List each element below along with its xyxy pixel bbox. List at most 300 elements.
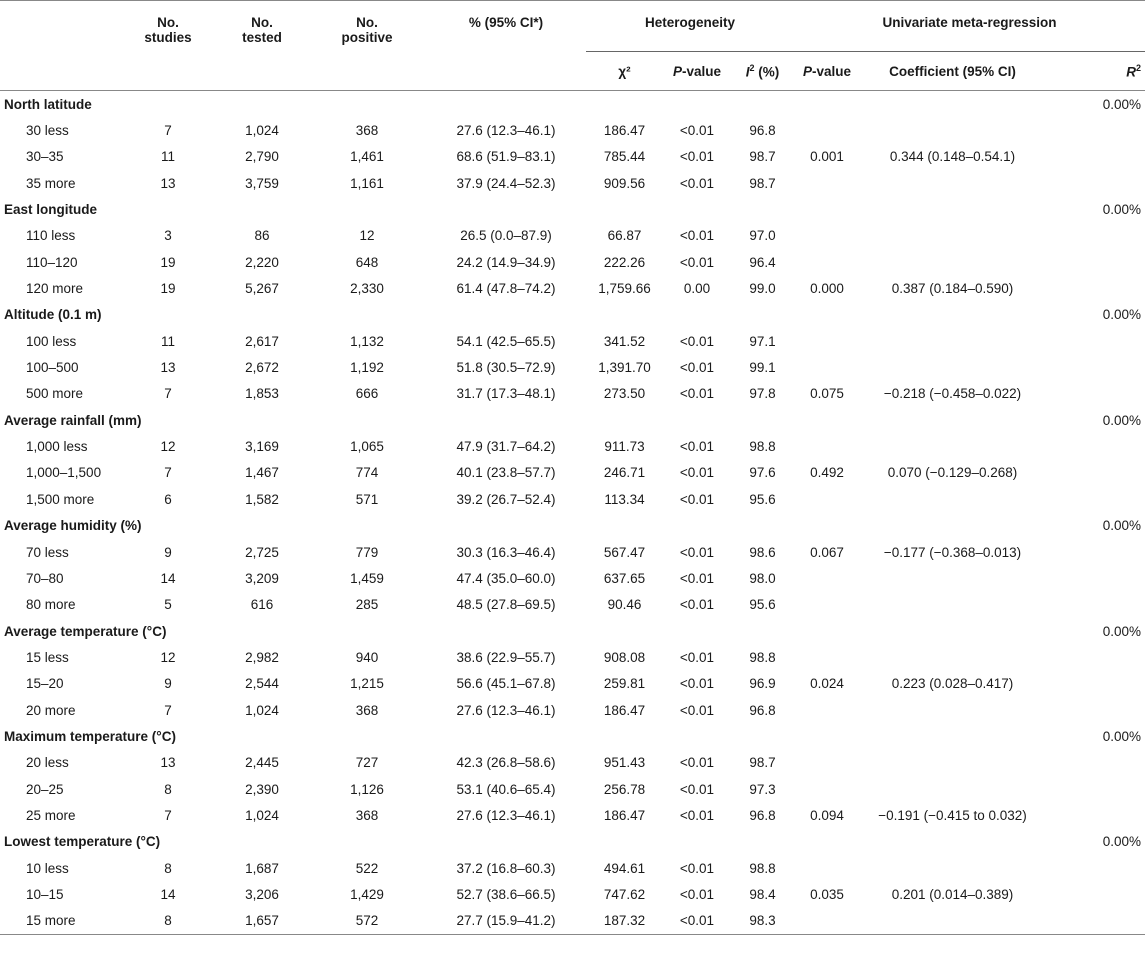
cell-pct: 40.1 (23.8–57.7) — [456, 465, 556, 481]
cell-positive: 648 — [355, 254, 379, 270]
cell-coef — [860, 433, 1045, 459]
cell-chi2: 273.50 — [603, 386, 646, 402]
cell-pct: 37.2 (16.8–60.3) — [456, 860, 556, 876]
category-row — [0, 91, 1145, 118]
cell-coef — [860, 249, 1045, 275]
cell-pct: 68.6 (51.9–83.1) — [456, 149, 556, 165]
cell-studies: 7 — [164, 123, 172, 139]
cell-tested: 5,267 — [245, 281, 279, 297]
cell-r2-blank — [1045, 328, 1145, 354]
cell-p: <0.01 — [679, 860, 715, 876]
cell-tested: 3,169 — [245, 439, 279, 455]
cell-tested: 3,209 — [245, 570, 279, 586]
cell-chi2: 341.52 — [603, 333, 646, 349]
cell-coef: 0.201 (0.014–0.389) — [891, 886, 1014, 902]
cell-positive: 368 — [355, 807, 379, 823]
table-row — [0, 328, 1145, 354]
cell-p: <0.01 — [679, 386, 715, 402]
cell-r2-blank — [1045, 249, 1145, 275]
cell-positive: 571 — [355, 491, 379, 507]
cell-chi2: 222.26 — [603, 254, 646, 270]
cell-r2-blank — [1045, 908, 1145, 935]
header-blank-4 — [308, 52, 426, 91]
cell-chi2: 90.46 — [607, 597, 642, 613]
cell-studies: 9 — [164, 544, 172, 560]
cell-positive: 1,132 — [350, 333, 384, 349]
cell-coef — [860, 776, 1045, 802]
cell-i2: 97.3 — [749, 781, 776, 797]
cell-r2-blank — [1045, 697, 1145, 723]
cell-i2: 98.7 — [749, 175, 776, 191]
table-row — [0, 433, 1145, 459]
cell-coef — [860, 592, 1045, 618]
cell-coef — [860, 697, 1045, 723]
table-row — [0, 117, 1145, 143]
cell-coef — [860, 855, 1045, 881]
cell-tested: 1,024 — [245, 702, 279, 718]
category-label: Average rainfall (mm) — [4, 412, 142, 428]
table-row — [0, 671, 1145, 697]
header-blank-2 — [120, 52, 216, 91]
cell-r2-blank — [1045, 539, 1145, 565]
cell-tested: 1,853 — [245, 386, 279, 402]
cell-i2: 96.8 — [749, 807, 776, 823]
header-percent-ci: % (95% CI*) — [426, 1, 586, 52]
cell-p: <0.01 — [679, 149, 715, 165]
row-label: 20–25 — [26, 781, 64, 797]
category-label: North latitude — [4, 96, 92, 112]
cell-p: <0.01 — [679, 491, 715, 507]
cell-studies: 3 — [164, 228, 172, 244]
cell-tested: 2,672 — [245, 360, 279, 376]
cell-p: <0.01 — [679, 544, 715, 560]
table-row — [0, 144, 1145, 170]
cell-studies: 7 — [164, 702, 172, 718]
cell-studies: 13 — [160, 755, 176, 771]
header-blank-1 — [0, 52, 120, 91]
cell-chi2: 66.87 — [607, 228, 642, 244]
cell-i2: 97.6 — [749, 465, 776, 481]
cell-chi2: 186.47 — [603, 807, 646, 823]
cell-pct: 31.7 (17.3–48.1) — [456, 386, 556, 402]
cell-coef: −0.191 (−0.415 to 0.032) — [878, 807, 1027, 823]
cell-p: <0.01 — [663, 908, 731, 935]
cell-r2-blank — [1045, 117, 1145, 143]
cell-pct: 52.7 (38.6–66.5) — [456, 886, 556, 902]
cell-studies: 11 — [160, 333, 175, 349]
cell-tested: 2,544 — [245, 676, 279, 692]
cell-positive: 1,459 — [350, 570, 384, 586]
cell-tested: 616 — [250, 597, 274, 613]
r2-value: 0.00% — [1102, 202, 1141, 218]
cell-mp: 0.035 — [810, 886, 844, 902]
cell-pct: 30.3 (16.3–46.4) — [456, 544, 556, 560]
cell-i2: 97.0 — [749, 228, 776, 244]
cell-studies: 11 — [160, 149, 175, 165]
cell-chi2: 908.08 — [603, 649, 646, 665]
category-label: Altitude (0.1 m) — [4, 307, 102, 323]
cell-studies: 9 — [164, 676, 172, 692]
r2-value: 0.00% — [1102, 412, 1141, 428]
cell-chi2: 1,759.66 — [598, 281, 651, 297]
cell-r2-blank — [1045, 855, 1145, 881]
row-label: 120 more — [26, 281, 84, 297]
cell-studies: 13 — [160, 360, 176, 376]
header-no-studies: No. studies — [120, 1, 216, 52]
cell-i2: 96.4 — [749, 254, 776, 270]
category-row — [0, 196, 1145, 222]
cell-positive: 1,215 — [350, 676, 384, 692]
cell-coef — [860, 223, 1045, 249]
table-row — [0, 776, 1145, 802]
cell-mp: 0.067 — [810, 544, 844, 560]
cell-pct: 27.6 (12.3–46.1) — [456, 123, 556, 139]
header-meta-regression: Univariate meta-regression — [794, 1, 1145, 52]
cell-chi2: 186.47 — [603, 123, 646, 139]
table-row — [0, 750, 1145, 776]
cell-r2-blank — [1045, 592, 1145, 618]
table-header — [0, 1, 1145, 91]
cell-r2-blank — [1045, 223, 1145, 249]
cell-coef: 0.344 (0.148–0.54.1) — [889, 149, 1016, 165]
header-het-pvalue: P-value — [663, 52, 731, 91]
cell-mp — [794, 170, 860, 196]
row-label: 10 less — [26, 860, 69, 876]
cell-tested: 1,467 — [245, 465, 279, 481]
table-row — [0, 275, 1145, 301]
row-label: 100 less — [26, 333, 77, 349]
cell-pct: 54.1 (42.5–65.5) — [456, 333, 556, 349]
cell-coef — [860, 117, 1045, 143]
cell-p: <0.01 — [679, 702, 715, 718]
r2-value: 0.00% — [1102, 623, 1141, 639]
cell-coef: −0.218 (−0.458–0.022) — [883, 386, 1022, 402]
cell-r2-blank — [1045, 381, 1145, 407]
cell-coef — [860, 328, 1045, 354]
cell-coef — [860, 908, 1045, 935]
cell-tested: 1,024 — [245, 123, 279, 139]
cell-p: <0.01 — [679, 807, 715, 823]
cell-coef: 0.223 (0.028–0.417) — [891, 676, 1014, 692]
cell-p: <0.01 — [679, 465, 715, 481]
cell-tested: 2,617 — [245, 333, 279, 349]
cell-i2: 98.6 — [749, 544, 776, 560]
table-body — [0, 91, 1145, 935]
cell-mp: 0.001 — [810, 149, 844, 165]
cell-chi2: 909.56 — [603, 175, 646, 191]
table-row — [0, 908, 1145, 935]
cell-tested: 2,725 — [245, 544, 279, 560]
cell-i2: 96.8 — [749, 702, 776, 718]
table-row — [0, 802, 1145, 828]
cell-positive: 368 — [355, 702, 379, 718]
category-label: Lowest temperature (°C) — [4, 834, 161, 850]
cell-positive: 572 — [308, 908, 426, 935]
row-label: 20 less — [26, 755, 69, 771]
cell-pct: 42.3 (26.8–58.6) — [456, 755, 556, 771]
cell-tested: 1,024 — [245, 807, 279, 823]
cell-i2: 96.8 — [749, 123, 776, 139]
cell-r2-blank — [1045, 170, 1145, 196]
cell-mp: 0.075 — [810, 386, 844, 402]
cell-r2-blank — [1045, 486, 1145, 512]
cell-positive: 368 — [355, 123, 379, 139]
row-label: 25 more — [26, 807, 76, 823]
cell-studies: 19 — [160, 254, 176, 270]
cell-studies: 7 — [164, 465, 172, 481]
table-row — [0, 697, 1145, 723]
row-label: 10–15 — [26, 886, 64, 902]
cell-coef: −0.177 (−0.368–0.013) — [883, 544, 1022, 560]
cell-mp — [794, 855, 860, 881]
cell-pct: 37.9 (24.4–52.3) — [456, 175, 556, 191]
cell-chi2: 911.73 — [604, 439, 645, 455]
cell-coef — [860, 750, 1045, 776]
header-coefficient: Coefficient (95% CI) — [860, 52, 1045, 91]
cell-mp — [794, 117, 860, 143]
cell-tested: 2,982 — [245, 649, 279, 665]
cell-p: <0.01 — [679, 439, 715, 455]
cell-i2: 99.1 — [749, 360, 776, 376]
cell-chi2: 186.47 — [603, 702, 646, 718]
row-label: 500 more — [26, 386, 84, 402]
header-heterogeneity: Heterogeneity — [586, 1, 794, 52]
cell-tested: 1,687 — [245, 860, 279, 876]
cell-i2: 98.8 — [749, 860, 776, 876]
cell-mp — [794, 486, 860, 512]
cell-i2: 98.0 — [749, 570, 776, 586]
cell-i2: 98.4 — [749, 886, 776, 902]
cell-pct: 26.5 (0.0–87.9) — [460, 228, 552, 244]
cell-coef: 0.387 (0.184–0.590) — [891, 281, 1014, 297]
cell-r2-blank — [1045, 460, 1145, 486]
header-no-positive: No. positive — [308, 1, 426, 52]
cell-pct: 47.9 (31.7–64.2) — [456, 439, 556, 455]
header-no-tested: No. tested — [216, 1, 308, 52]
cell-chi2: 113.34 — [604, 491, 645, 507]
cell-studies: 14 — [160, 570, 176, 586]
cell-i2: 98.7 — [749, 755, 776, 771]
cell-r2-blank — [1045, 275, 1145, 301]
cell-r2-blank — [1045, 802, 1145, 828]
cell-chi2: 494.61 — [603, 860, 646, 876]
header-r2: $R^2$ — [1045, 52, 1145, 91]
cell-r2-blank — [1045, 354, 1145, 380]
cell-i2: 98.3 — [731, 908, 794, 935]
cell-r2-blank — [1045, 644, 1145, 670]
cell-chi2: 637.65 — [603, 570, 646, 586]
cell-i2: 98.8 — [749, 439, 776, 455]
cell-chi2: 567.47 — [603, 544, 646, 560]
category-row — [0, 513, 1145, 539]
table-row — [0, 881, 1145, 907]
cell-studies: 8 — [164, 860, 172, 876]
cell-tested: 3,759 — [245, 175, 279, 191]
cell-p: <0.01 — [679, 781, 715, 797]
cell-pct: 27.6 (12.3–46.1) — [456, 702, 556, 718]
cell-mp: 0.000 — [810, 281, 844, 297]
cell-positive: 1,161 — [350, 175, 384, 191]
table-row — [0, 565, 1145, 591]
table-row — [0, 223, 1145, 249]
cell-chi2: 246.71 — [603, 465, 646, 481]
r2-value: 0.00% — [1102, 96, 1141, 112]
row-label: 30–35 — [26, 149, 64, 165]
cell-tested: 2,790 — [245, 149, 279, 165]
cell-positive: 2,330 — [350, 281, 384, 297]
cell-coef — [860, 486, 1045, 512]
row-label: 80 more — [26, 597, 76, 613]
cell-pct: 38.6 (22.9–55.7) — [456, 649, 556, 665]
cell-positive: 1,065 — [350, 439, 384, 455]
cell-i2: 95.6 — [749, 491, 776, 507]
cell-chi2: 1,391.70 — [598, 360, 651, 376]
table-row — [0, 249, 1145, 275]
row-label: 110–120 — [26, 254, 78, 270]
r2-value: 0.00% — [1102, 834, 1141, 850]
cell-positive: 779 — [355, 544, 379, 560]
cell-r2-blank — [1045, 881, 1145, 907]
cell-p: <0.01 — [679, 649, 715, 665]
cell-positive: 1,126 — [350, 781, 384, 797]
cell-r2-blank — [1045, 750, 1145, 776]
cell-i2: 98.8 — [749, 649, 776, 665]
table-row — [0, 644, 1145, 670]
cell-mp: 0.024 — [810, 676, 844, 692]
cell-p: <0.01 — [679, 254, 715, 270]
cell-chi2: 259.81 — [603, 676, 646, 692]
r2-value: 0.00% — [1102, 518, 1141, 534]
category-label: East longitude — [4, 202, 98, 218]
category-label: Average humidity (%) — [4, 518, 142, 534]
cell-tested: 1,657 — [216, 908, 308, 935]
cell-positive: 666 — [355, 386, 379, 402]
cell-studies: 7 — [164, 807, 172, 823]
cell-coef — [860, 644, 1045, 670]
cell-i2: 98.7 — [749, 149, 776, 165]
cell-studies: 19 — [160, 281, 176, 297]
cell-mp — [794, 697, 860, 723]
cell-i2: 97.8 — [749, 386, 776, 402]
cell-p: 0.00 — [683, 281, 711, 297]
cell-mp — [794, 354, 860, 380]
cell-pct: 61.4 (47.8–74.2) — [456, 281, 556, 297]
cell-tested: 3,206 — [245, 886, 279, 902]
cell-pct: 39.2 (26.7–52.4) — [456, 491, 556, 507]
cell-positive: 727 — [355, 755, 379, 771]
row-label: 70 less — [26, 544, 69, 560]
table-row — [0, 592, 1145, 618]
row-label: 1,500 more — [26, 491, 95, 507]
r2-value: 0.00% — [1102, 728, 1141, 744]
category-row — [0, 829, 1145, 855]
cell-mp — [794, 433, 860, 459]
cell-p: <0.01 — [679, 175, 715, 191]
cell-pct: 53.1 (40.6–65.4) — [456, 781, 556, 797]
cell-i2: 96.9 — [749, 676, 776, 692]
cell-r2-blank — [1045, 433, 1145, 459]
header-chi2: χ² — [586, 52, 663, 91]
cell-r2-blank — [1045, 671, 1145, 697]
cell-pct: 24.2 (14.9–34.9) — [456, 254, 556, 270]
cell-studies: 5 — [164, 597, 172, 613]
cell-tested: 1,582 — [245, 491, 279, 507]
cell-positive: 774 — [355, 465, 379, 481]
cell-mp — [794, 592, 860, 618]
row-label: 20 more — [26, 702, 76, 718]
cell-coef: 0.070 (−0.129–0.268) — [887, 465, 1018, 481]
cell-chi2: 256.78 — [603, 781, 646, 797]
cell-i2: 97.1 — [749, 333, 776, 349]
cell-pct: 27.6 (12.3–46.1) — [456, 807, 556, 823]
cell-positive: 285 — [355, 597, 379, 613]
cell-mp — [794, 565, 860, 591]
cell-mp — [794, 223, 860, 249]
row-label: 30 less — [26, 123, 69, 139]
header-label-blank — [0, 1, 120, 52]
cell-pct: 47.4 (35.0–60.0) — [456, 570, 556, 586]
category-row — [0, 723, 1145, 749]
cell-mp: 0.492 — [810, 465, 844, 481]
category-label: Maximum temperature (°C) — [4, 728, 176, 744]
row-label: 35 more — [26, 175, 76, 191]
cell-pct: 51.8 (30.5–72.9) — [456, 360, 556, 376]
row-label: 15–20 — [26, 676, 64, 692]
cell-studies: 8 — [164, 781, 172, 797]
cell-p: <0.01 — [679, 886, 715, 902]
cell-chi2: 785.44 — [603, 149, 646, 165]
table-row — [0, 855, 1145, 881]
cell-mp: 0.094 — [810, 807, 844, 823]
cell-coef — [860, 354, 1045, 380]
cell-tested: 2,390 — [245, 781, 279, 797]
cell-p: <0.01 — [679, 123, 715, 139]
cell-studies: 13 — [160, 175, 176, 191]
cell-tested: 86 — [254, 228, 270, 244]
table-row — [0, 354, 1145, 380]
table-row — [0, 486, 1145, 512]
cell-coef — [860, 565, 1045, 591]
table-row — [0, 539, 1145, 565]
cell-i2: 95.6 — [749, 597, 776, 613]
cell-studies: 14 — [160, 886, 176, 902]
cell-p: <0.01 — [679, 755, 715, 771]
category-label: Average temperature (°C) — [4, 623, 167, 639]
cell-studies: 6 — [164, 491, 172, 507]
cell-p: <0.01 — [679, 360, 715, 376]
cell-pct: 27.7 (15.9–41.2) — [426, 908, 586, 935]
cell-p: <0.01 — [679, 676, 715, 692]
row-label: 1,000–1,500 — [26, 465, 102, 481]
cell-chi2: 747.62 — [603, 886, 646, 902]
cell-r2-blank — [1045, 776, 1145, 802]
cell-mp — [794, 644, 860, 670]
cell-r2-blank — [1045, 565, 1145, 591]
cell-pct: 48.5 (27.8–69.5) — [456, 597, 556, 613]
cell-positive: 1,461 — [350, 149, 384, 165]
header-i2: $I^2$ (%) — [731, 52, 794, 91]
cell-coef — [860, 170, 1045, 196]
cell-mp — [794, 249, 860, 275]
cell-studies: 7 — [164, 386, 172, 402]
cell-p: <0.01 — [679, 597, 715, 613]
cell-studies: 12 — [160, 649, 176, 665]
cell-chi2: 951.43 — [603, 755, 646, 771]
cell-mp — [794, 776, 860, 802]
row-label: 15 more — [0, 908, 120, 935]
cell-tested: 2,220 — [245, 254, 279, 270]
cell-tested: 2,445 — [245, 755, 279, 771]
